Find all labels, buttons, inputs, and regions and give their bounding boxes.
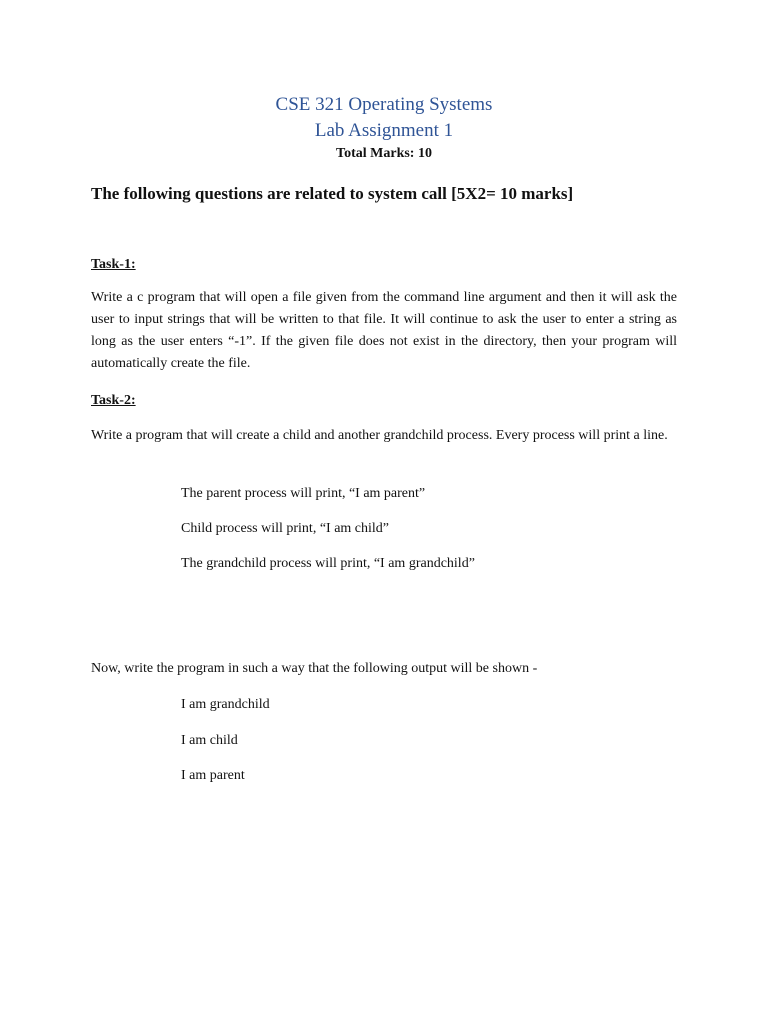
task2-heading: Task-2:: [91, 393, 136, 408]
output-line-grandchild: I am grandchild: [181, 697, 270, 712]
output-line-child: I am child: [181, 733, 238, 748]
task2-body: Write a program that will create a child and another grandchild process. Every process will print a line.: [91, 428, 668, 443]
total-marks: Total Marks: 10: [336, 146, 432, 161]
assignment-title: Lab Assignment 1: [314, 120, 454, 141]
task1-heading: Task-1:: [91, 257, 136, 272]
course-title: CSE 321 Operating Systems: [275, 94, 493, 115]
print-line-child: Child process will print, “I am child”: [181, 521, 390, 536]
section-heading: The following questions are related to system call [5X2= 10 marks]: [91, 184, 574, 203]
print-line-grandchild: The grandchild process will print, “I am grandchild”: [181, 556, 475, 571]
output-line-parent: I am parent: [181, 768, 245, 783]
output-intro: Now, write the program in such a way that the following output will be shown -: [91, 661, 538, 676]
task1-body: Write a c program that will open a file given from the command line argument and then it will ask the user to input strings that will be written to that file. It will continue to ask the user to enter a string as long as the user enters “-1”. If the given file does not exist in the directory, then your program will automatically create the file.: [91, 290, 677, 371]
print-line-parent: The parent process will print, “I am parent”: [181, 486, 426, 501]
